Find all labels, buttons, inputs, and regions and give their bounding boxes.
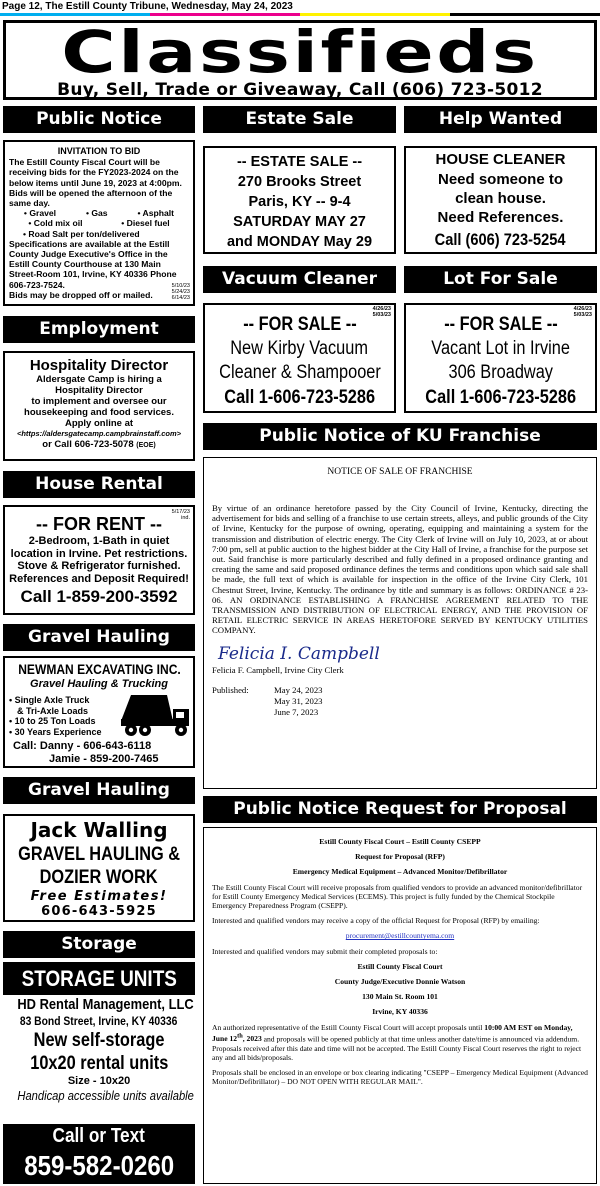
house-rental-dates: 5/17/23 ind. [171,509,190,521]
newman-excavating-ad [3,656,195,768]
lot-call: Call 1-606-723-5286 [425,387,576,408]
invitation-title: INVITATION TO BID [57,146,141,156]
dump-truck-icon [115,691,193,739]
newman-contacts: Call: Danny - 606-643-6118 Jamie - 859-200-7465 [13,740,159,765]
vacuum-call: Call 1-606-723-5286 [224,387,375,408]
items-row-1: • Gravel • Gas • Asphalt [23,208,175,219]
rfp-email-link[interactable]: procurement@estillcountyema.com [345,931,455,941]
lot-dates: 4/26/23 5/03/23 [573,306,592,318]
page-header: Page 12, The Estill County Tribune, Wednesday, May 24, 2023 [2,1,293,12]
employment-eoe: (EOE) [136,442,156,449]
newman-tagline: Gravel Hauling & Trucking [30,678,168,690]
published-dates: Published: May 24, 2023 May 31, 2023 June 7, 2023 [212,684,323,717]
jack-walling-phone: 606-643-5925 [41,904,157,919]
invitation-dropoff: Bids may be dropped off or mailed. [9,289,153,300]
employment-title: Hospitality Director [29,357,169,374]
help-wanted-ad: HOUSE CLEANER Need someone to clean house. Need References. Call (606) 723-5254 [404,146,597,254]
storage-call-block: Call or Text 859-582-0260 [3,1124,195,1184]
storage-header: Storage [3,931,195,958]
rfp-header: Public Notice Request for Proposal [203,796,597,823]
rfp-notice: Estill County Fiscal Court – Estill County CSEPP Request for Proposal (RFP) Emergency Medical Equipment – Advanced Monitor/Defibrillator The Estill County Fiscal Court will receive proposals from qualified vendors to provide an advanced monitor/defibrillator for Estill County Emergency Medical Services (ECEMS). This project is fully funded by the Chemical Stockpile Emergency Preparedness Program (CSEPP). Interested and qualified vendors may receive a copy of the official Request for Proposal (RFP) by emailing: procurement@estillcountyema.com Interested and qualified vendors may submit their completed proposals to: Estill County Fiscal Court County Judge/Executive Donnie Watson 130 Main St. Room 101 Irvine, KY 40336 An authorized representative of the Estill County Fiscal Court will accept proposals until 10:00 AM EST on Monday, June 12th, 2023 and proposals will be opened publicly at that time unless another date/time is announced via addendum. Proposals received after this date and time will not be accepted. The Estill County Fiscal Court reserves the right to reject any and all bids/proposals. Proposals shall be enclosed in an envelope or box clearing indicating "CSEPP – Emergency Medical Equipment (Advanced Monitor/Defibrillator) – DO NOT OPEN WITH REGULAR MAIL". [203,827,597,1184]
newman-bullets: • Single Axle Truck & Tri-Axle Loads • 10 to 25 Ton Loads • 30 Years Experience [9,695,102,737]
invitation-intro: The Estill County Fiscal Court will be receiving bids for the FY2023-2024 on the below items until June 19, 2023 at 4:00pm. Bids will be opened the afternoon of the same day. [9,157,182,209]
storage-phone: 859-582-0260 [24,1150,174,1181]
storage-title: STORAGE UNITS [21,966,177,991]
house-rental-header: House Rental [3,471,195,498]
help-wanted-call: Call (606) 723-5254 [435,230,566,249]
house-rental-call: Call 1-859-200-3592 [20,587,178,606]
franchise-body: By virtue of an ordinance heretofore passed by the City Council of Irvine, Kentucky, directing the advertisement for bids and selling of a franchise to use certain streets, alleys, and public grounds of the City of Irvine, Kentucky for the purpose of owning, operating, equipping and maintaining a system for the transmission and distribution of electric energy. The City Clerk of Irvine will on July 10, 2023, at or about 7:00 pm, sell at public auction to the highest bidder at the City Hall of Irvine, a franchise for the purpose set out. Said franchise is more particularly described and fully defined in a proposed ordinance granting and creating the same and said proposed ordinance defines the terms and conditions upon which said sale shall be made, the full text of which is available for inspection in the office of the Irvine City Clerk, 101 Chestnut Street, Irvine, Kentucky. The ordinance by title and summary is as follows: ORDINANCE # 23-06. AN ORDINANCE ESTABLISHING A FRANCHISE AGREEMENT RELATED TO THE TRANSMISSION AND DISTRIBUTION OF ELECTRICAL ENERGY, AND THE PROVISION OF RETAIL ELECTRIC SERVICE IN AREAS HERETOFORE SERVED BY KENTUCKY UTILITIES COMPANY. [212,503,588,636]
house-rental-ad: 5/17/23 ind. -- FOR RENT -- 2-Bedroom, 1-Bath in quiet location in Irvine. Pet restrictions. Stove & Refrigerator furnished. References and Deposit Required! Call 1-859-200-3592 [3,505,195,615]
vacuum-cleaner-ad: 4/26/23 5/03/23 -- FOR SALE -- New Kirby Vacuum Cleaner & Shampooer Call 1-606-723-5286 [203,303,396,413]
help-wanted-header: Help Wanted [404,106,597,133]
house-rental-title: -- FOR RENT -- [36,514,162,534]
employment-url[interactable]: <https://aldersgatecamp.campbrainstaff.com> [16,429,182,438]
lot-for-sale-header: Lot For Sale [404,266,597,293]
items-row-3: • Road Salt per ton/delivered [23,228,140,239]
jack-walling-ad: Jack Walling GRAVEL HAULING & DOZIER WORK Free Estimates! 606-643-5925 [3,814,195,922]
jack-walling-name: Jack Walling [30,818,168,842]
masthead-subtitle: Buy, Sell, Trade or Giveaway, Call (606) 723-5012 [57,80,543,100]
masthead-title: Classifieds [61,18,539,86]
employment-call: or Call 606-723-5078 [42,439,134,450]
estate-sale-header: Estate Sale [203,106,396,133]
franchise-signer: Felicia F. Campbell, Irvine City Clerk [212,664,344,675]
vacuum-dates: 4/26/23 5/03/23 [372,306,391,318]
franchise-notice [203,457,597,789]
storage-ad: STORAGE UNITS HD Rental Management, LLC 83 Bond Street, Irvine, KY 40336 New self-storage 10x20 rental units Size - 10x20 Handicap accessible units available [3,962,195,1122]
lot-for-sale-ad: 4/26/23 5/03/23 -- FOR SALE -- Vacant Lot in Irvine 306 Broadway Call 1-606-723-5286 [404,303,597,413]
franchise-title: NOTICE OF SALE OF FRANCHISE [327,467,473,477]
rfp-deadline: An authorized representative of the Estill County Fiscal Court will accept proposals until 10:00 AM EST on Monday, June 12th, 2023 and proposals will be opened publicly at that time unless another date/time is announced via addendum. Proposals received after this date and time will not be accepted. The Estill County Fiscal Court reserves the right to reject any and all bids/proposals. [212,1022,582,1062]
page-header-bar [0,0,600,16]
newman-company: NEWMAN EXCAVATING INC. [18,661,181,677]
franchise-header: Public Notice of KU Franchise [203,423,597,450]
color-registration-strip [0,13,600,16]
vacuum-cleaner-header: Vacuum Cleaner [203,266,396,293]
signature: Felicia I. Campbell [218,643,380,664]
gravel-hauling-header-2: Gravel Hauling [3,777,195,804]
public-notice-header: Public Notice [3,106,195,133]
invitation-specs: Specifications are available at the Estill County Judge Executive's Office in the Estill County Courthouse at 130 Main Street-Room 101, Irvine, KY 40336 Phone 606-723-7524. [9,238,177,290]
estate-sale-ad: -- ESTATE SALE -- 270 Brooks Street Paris, KY -- 9-4 SATURDAY MAY 27 and MONDAY May 29 [203,146,396,254]
public-notice-dates: 5/10/23 5/24/23 6/14/23 [171,283,190,301]
employment-ad: Hospitality Director Aldersgate Camp is hiring a Hospitality Director to implement and oversee our housekeeping and food services. Apply online at <https://aldersgatecamp.campbrainstaff.com> or Call 606-723-5078 (EOE) [3,351,195,461]
masthead [3,20,597,100]
items-row-2: • Cold mix oil • Diesel fuel [28,218,170,229]
gravel-hauling-header-1: Gravel Hauling [3,624,195,651]
public-notice-ad [3,140,195,306]
employment-header: Employment [3,316,195,343]
